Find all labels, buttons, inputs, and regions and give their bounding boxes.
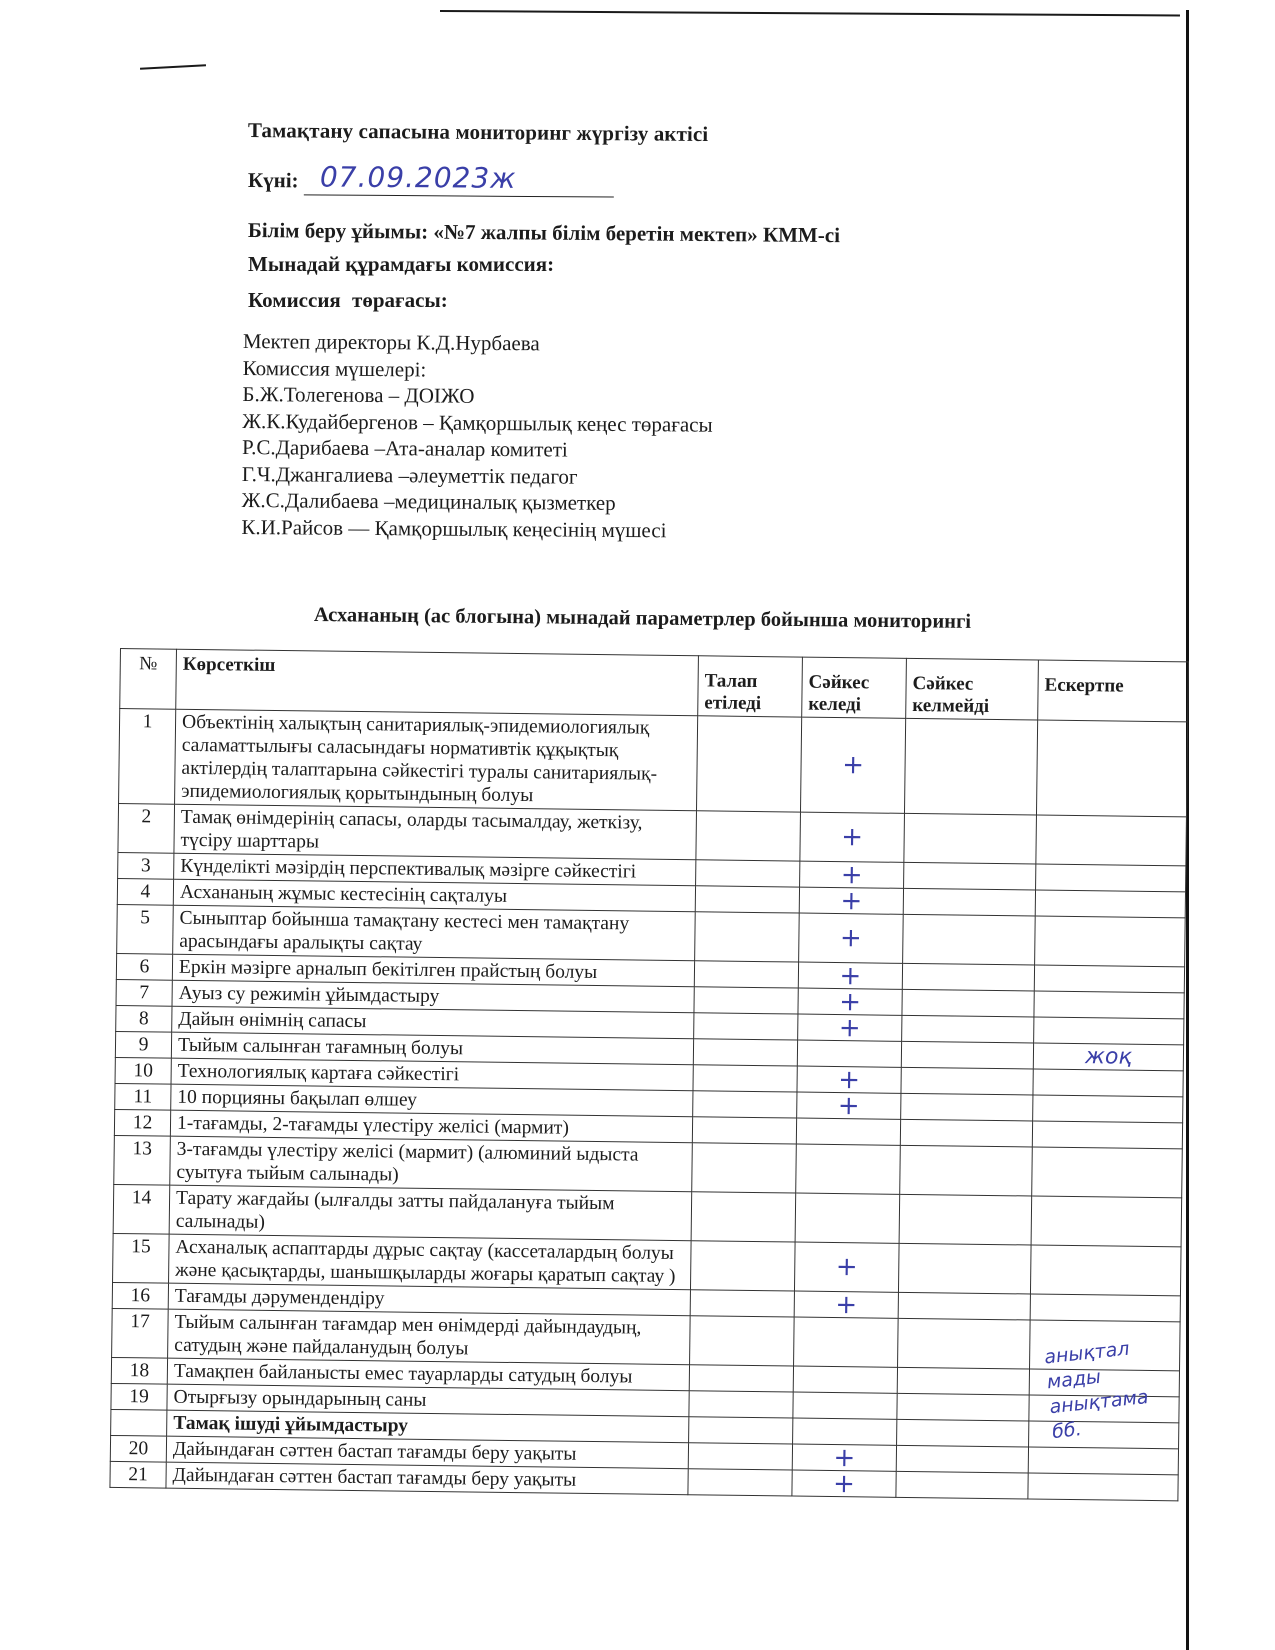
complies-mark bbox=[796, 1118, 900, 1145]
not-complies-cell bbox=[901, 1093, 1033, 1121]
not-complies-cell bbox=[898, 1318, 1031, 1369]
note-cell bbox=[1036, 720, 1187, 817]
required-cell bbox=[688, 1469, 792, 1496]
required-cell bbox=[697, 716, 802, 812]
handwritten-note-line: анықтама bbox=[1048, 1385, 1150, 1419]
complies-mark bbox=[797, 1040, 901, 1067]
row-number: 19 bbox=[111, 1383, 167, 1410]
complies-mark: + bbox=[798, 1014, 902, 1041]
required-cell bbox=[689, 1365, 793, 1392]
indicator-text: Дайындаған сәттен бастап тағамды беру уақыты bbox=[166, 1462, 688, 1495]
not-complies-cell bbox=[902, 1015, 1034, 1043]
header-note: Ескертпе bbox=[1038, 660, 1189, 722]
indicator-text: Асханалық аспаптарды дұрыс сақтау (кассеталардың болуы және қасықтарды, шанышқыларды жоғары қаратып сақтау ) bbox=[169, 1234, 692, 1290]
required-cell bbox=[696, 860, 800, 887]
row-number: 15 bbox=[113, 1233, 170, 1283]
row-number: 13 bbox=[114, 1135, 171, 1185]
note-cell bbox=[1036, 815, 1187, 866]
complies-mark: + bbox=[798, 962, 902, 989]
required-cell bbox=[690, 1316, 795, 1366]
date-value: 07.09.2023ж bbox=[319, 160, 517, 195]
chair-heading: Комиссия төрағасы: bbox=[248, 288, 448, 312]
row-number: 21 bbox=[110, 1461, 166, 1488]
organization-line: Білім беру ұйымы: «№7 жалпы білім беретін мектеп» КММ-сі bbox=[247, 218, 841, 248]
required-cell bbox=[694, 987, 798, 1014]
not-complies-cell bbox=[900, 1119, 1032, 1147]
row-number: 6 bbox=[116, 953, 172, 980]
not-complies-cell bbox=[903, 914, 1036, 965]
note-cell bbox=[1033, 1095, 1183, 1123]
date-label: Күні: bbox=[247, 168, 299, 193]
complies-mark: + bbox=[800, 812, 905, 862]
note-cell bbox=[1034, 1017, 1184, 1045]
row-number: 2 bbox=[118, 803, 175, 853]
member-line: Р.С.Дарибаева –Ата-аналар комитеті bbox=[241, 434, 568, 462]
row-number: 3 bbox=[118, 852, 174, 879]
complies-mark bbox=[793, 1392, 897, 1419]
indicator-text: Сыныптар бойынша тамақтану кестесі мен тамақтану арасындағы аралықты сақтау bbox=[173, 905, 696, 961]
indicator-text: Тарату жағдайы (ылғалды затты пайдалануға тыйым салынады) bbox=[169, 1185, 692, 1241]
not-complies-cell bbox=[899, 1194, 1032, 1245]
indicator-text: Еркін мәзірге арналып бекітілген прайстың болуы bbox=[172, 954, 694, 987]
row-no-cell bbox=[111, 1409, 167, 1436]
row-number: 1 bbox=[119, 709, 176, 805]
indicator-text: Күнделікті мәзірдің перспективалық мәзірге сәйкестігі bbox=[174, 853, 696, 886]
indicator-text: Тамақпен байланысты емес тауарларды сатудың болуы bbox=[167, 1358, 689, 1391]
member-line: Мектеп директоры К.Д.Нурбаева bbox=[242, 328, 540, 356]
required-cell bbox=[689, 1417, 793, 1444]
complies-mark: + bbox=[799, 913, 904, 963]
not-complies-cell bbox=[902, 989, 1034, 1017]
not-complies-cell bbox=[897, 1367, 1029, 1395]
not-complies-cell bbox=[904, 862, 1036, 890]
row-number: 17 bbox=[112, 1308, 169, 1358]
header-complies: Сәйкес келеді bbox=[802, 657, 907, 718]
date-line bbox=[247, 160, 618, 196]
complies-mark: + bbox=[797, 1092, 901, 1119]
not-complies-cell bbox=[900, 1145, 1033, 1196]
required-cell bbox=[694, 961, 798, 988]
row-number: 14 bbox=[113, 1184, 170, 1234]
member-line: Ж.К.Кудайбергенов – Қамқоршылық кеңес төрағасы bbox=[242, 408, 713, 437]
not-complies-cell bbox=[896, 1471, 1028, 1499]
indicator-text: Асхананың жұмыс кестесінің сақталуы bbox=[173, 879, 695, 912]
not-complies-cell bbox=[901, 1041, 1033, 1069]
row-number: 16 bbox=[112, 1282, 168, 1309]
required-cell bbox=[693, 1091, 797, 1118]
required-cell bbox=[696, 811, 801, 861]
required-cell bbox=[695, 912, 800, 962]
complies-cell bbox=[793, 1418, 897, 1445]
note-cell bbox=[1034, 991, 1184, 1019]
complies-mark: + bbox=[800, 861, 904, 888]
required-cell bbox=[688, 1443, 792, 1470]
note-cell bbox=[1033, 1069, 1183, 1097]
table-row bbox=[119, 709, 1188, 817]
required-cell bbox=[692, 1143, 797, 1193]
not-complies-cell bbox=[902, 963, 1034, 991]
required-cell bbox=[694, 1013, 798, 1040]
note-cell bbox=[1030, 1245, 1181, 1296]
date-underline bbox=[304, 194, 614, 197]
note-cell bbox=[1031, 1196, 1182, 1247]
note-cell bbox=[1032, 1121, 1182, 1149]
note-cell bbox=[1035, 890, 1185, 918]
indicator-text: Тыйым салынған тағамдар мен өнімдерді дайындаудың, сатудың және пайдаланудың болуы bbox=[168, 1309, 691, 1365]
header-no: № bbox=[120, 649, 177, 710]
complies-mark: + bbox=[799, 887, 903, 914]
member-line: Б.Ж.Толегенова – ДОІЖО bbox=[242, 381, 475, 408]
note-cell bbox=[1028, 1473, 1178, 1501]
required-cell bbox=[693, 1065, 797, 1092]
indicator-text: Технологиялық картаға сәйкестігі bbox=[171, 1058, 693, 1091]
row-number: 9 bbox=[115, 1031, 171, 1058]
complies-mark: + bbox=[794, 1291, 898, 1318]
complies-mark: + bbox=[800, 717, 905, 813]
complies-mark: + bbox=[792, 1444, 896, 1471]
handwritten-note-line: анықтал bbox=[1043, 1337, 1131, 1369]
not-complies-cell bbox=[904, 718, 1037, 815]
note-cell bbox=[1030, 1294, 1180, 1322]
indicator-text: Отырғызу орындарының саны bbox=[167, 1384, 689, 1417]
indicator-text: Тыйым салынған тағамның болуы bbox=[171, 1032, 693, 1065]
indicator-text: Тамақ өнімдерінің сапасы, оларды тасымалдау, жеткізу, түсіру шарттары bbox=[174, 804, 697, 860]
header-not-complies: Сәйкес келмейді bbox=[906, 658, 1039, 720]
note-cell bbox=[1035, 916, 1186, 967]
indicator-text: 1-тағамды, 2-тағамды үлестіру желісі (мармит) bbox=[170, 1110, 692, 1143]
scan-mark-left bbox=[140, 64, 206, 69]
note-cell bbox=[1032, 1147, 1183, 1198]
complies-mark bbox=[796, 1144, 901, 1194]
complies-mark bbox=[795, 1193, 900, 1243]
not-complies-cell bbox=[901, 1067, 1033, 1095]
not-complies-cell bbox=[904, 813, 1037, 864]
not-complies-cell bbox=[896, 1445, 1028, 1473]
complies-mark: + bbox=[798, 988, 902, 1015]
indicator-text: Дайын өнімнің сапасы bbox=[172, 1006, 694, 1039]
row-number: 11 bbox=[115, 1083, 171, 1110]
row-number: 10 bbox=[115, 1057, 171, 1084]
row-number: 12 bbox=[114, 1109, 170, 1136]
row-number: 18 bbox=[111, 1357, 167, 1384]
complies-mark bbox=[794, 1317, 899, 1367]
table-title: Асхананың (ас блогына) мынадай параметрлер бойынша мониторингі bbox=[313, 604, 972, 633]
required-cell bbox=[693, 1039, 797, 1066]
required-cell bbox=[689, 1391, 793, 1418]
handwritten-note-line: мады bbox=[1045, 1365, 1103, 1394]
indicator-text: 3-тағамды үлестіру желісі (мармит) (алюминий ыдыста суытуға тыйым салынады) bbox=[170, 1136, 693, 1192]
section-label: Тамақ ішуді ұйымдастыру bbox=[167, 1410, 689, 1443]
header-indicator: Көрсеткіш bbox=[176, 649, 699, 716]
note-cell bbox=[1036, 864, 1186, 892]
commission-heading: Мынадай құрамдағы комиссия: bbox=[248, 252, 555, 276]
required-cell bbox=[691, 1192, 796, 1242]
member-line: К.И.Райсов — Қамқоршылық кеңесінің мүшесі bbox=[241, 514, 667, 542]
member-line: Ж.С.Далибаева –медициналық қызметкер bbox=[241, 487, 616, 515]
row-number: 8 bbox=[116, 1005, 172, 1032]
indicator-text: 10 порцияны бақылап өлшеу bbox=[171, 1084, 693, 1117]
required-cell bbox=[695, 886, 799, 913]
not-complies-cell bbox=[898, 1243, 1031, 1294]
complies-mark: + bbox=[794, 1242, 899, 1292]
monitoring-table-wrap bbox=[109, 648, 1188, 1501]
monitoring-table bbox=[109, 648, 1188, 1501]
indicator-text: Ауыз су режимін ұйымдастыру bbox=[172, 980, 694, 1013]
handwritten-note bbox=[1043, 1331, 1193, 1445]
note-cell: жоқ bbox=[1033, 1043, 1183, 1071]
row-number: 5 bbox=[117, 904, 174, 954]
complies-mark: + bbox=[797, 1066, 901, 1093]
indicator-text: Объектінің халықтың санитариялық-эпидемиологиялық саламаттылығы саласындағы нормативтік құқықтық актілердің талаптарына сәйкестігі туралы санитариялық-эпидемиологиялық қорытындының болуы bbox=[175, 709, 698, 811]
header-required: Талап етіледі bbox=[698, 656, 803, 717]
member-line: Г.Ч.Джангалиева –әлеуметтік педагог bbox=[241, 461, 578, 489]
indicator-text: Дайындаған сәттен бастап тағамды беру уақыты bbox=[166, 1436, 688, 1469]
complies-mark bbox=[793, 1366, 897, 1393]
member-line: Комиссия мүшелері: bbox=[242, 355, 427, 381]
not-complies-cell bbox=[897, 1393, 1029, 1421]
scan-top-rule bbox=[440, 10, 1180, 17]
table-body bbox=[110, 709, 1188, 1501]
required-cell bbox=[692, 1117, 796, 1144]
complies-mark: + bbox=[792, 1470, 896, 1497]
note-cell bbox=[1028, 1447, 1178, 1475]
required-cell bbox=[690, 1241, 795, 1291]
handwritten-note-line: бб. bbox=[1051, 1418, 1083, 1444]
indicator-text: Тағамды дәрумендендіру bbox=[168, 1283, 690, 1316]
document-title: Тамақтану сапасына мониторинг жүргізу актісі bbox=[247, 118, 709, 147]
not-complies-cell bbox=[903, 888, 1035, 916]
note-cell bbox=[1034, 965, 1184, 993]
members-list bbox=[241, 328, 713, 544]
row-number: 7 bbox=[116, 979, 172, 1006]
row-number: 20 bbox=[110, 1435, 166, 1462]
not-complies-cell bbox=[898, 1292, 1030, 1320]
required-cell bbox=[690, 1290, 794, 1317]
row-number: 4 bbox=[117, 878, 173, 905]
not-complies-cell bbox=[897, 1419, 1029, 1447]
